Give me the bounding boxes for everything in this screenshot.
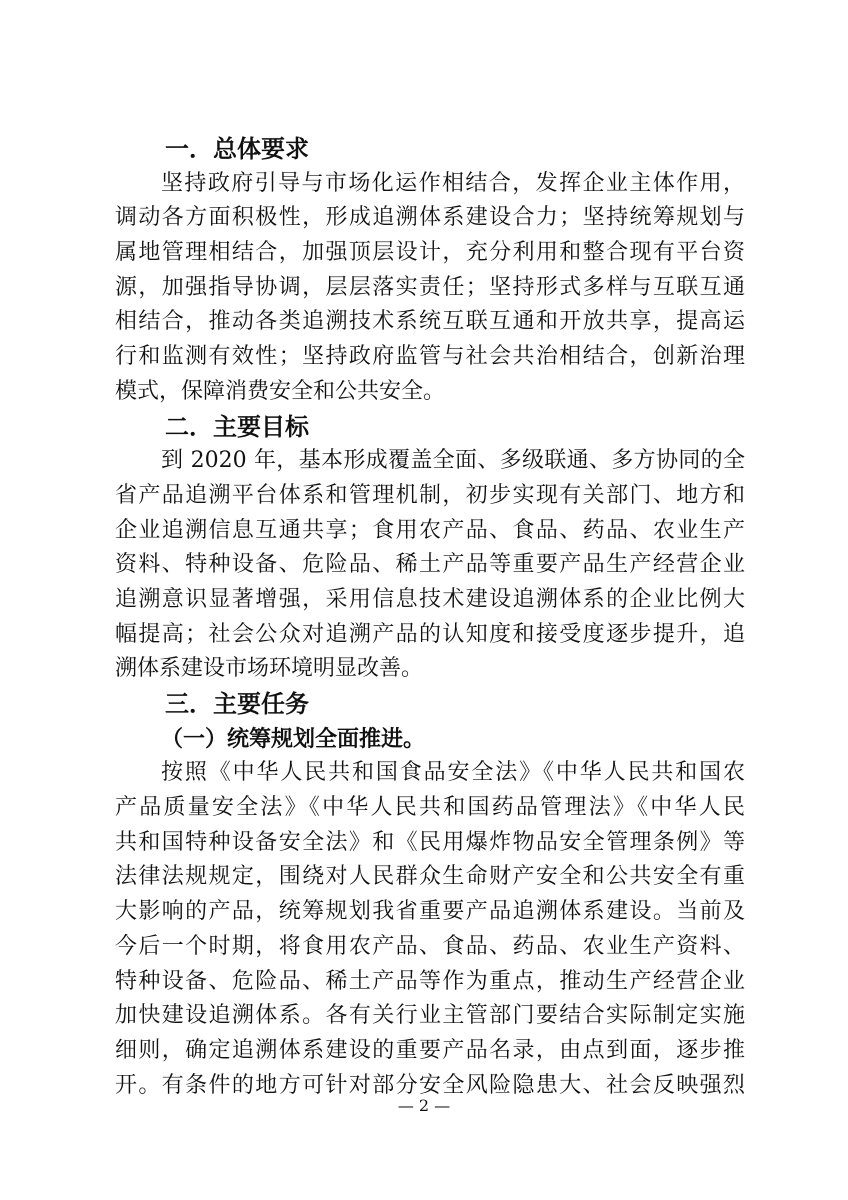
paragraph-line: 细则，确定追溯体系建设的重要产品名录，由点到面，逐步推	[115, 1037, 745, 1063]
paragraph-line: 加快建设追溯体系。各有关行业主管部门要结合实际制定实施	[115, 1003, 745, 1029]
paragraph-line: 大影响的产品，统筹规划我省重要产品追溯体系建设。当前及	[115, 899, 745, 925]
paragraph-line: 到 2020 年，基本形成覆盖全面、多级联通、多方协同的全	[161, 448, 745, 474]
paragraph-line: 企业追溯信息互通共享；食用农产品、食品、药品、农业生产	[115, 517, 745, 543]
paragraph-line: 今后一个时期，将食用农产品、食品、药品、农业生产资料、	[115, 933, 745, 959]
section-heading-main-goals: 二．主要目标	[165, 412, 309, 441]
paragraph-line: 模式，保障消费安全和公共安全。	[115, 378, 446, 404]
subsection-heading: （一）统筹规划全面推进。	[161, 725, 426, 752]
paragraph-line: 溯体系建设市场环境明显改善。	[115, 656, 424, 682]
paragraph-line: 特种设备、危险品、稀土产品等作为重点，推动生产经营企业	[115, 968, 745, 994]
paragraph-line: 相结合，推动各类追溯技术系统互联互通和开放共享，提高运	[115, 309, 745, 335]
paragraph-line: 调动各方面积极性，形成追溯体系建设合力；坚持统筹规划与	[115, 205, 745, 231]
paragraph-line: 坚持政府引导与市场化运作相结合，发挥企业主体作用，	[161, 170, 745, 196]
paragraph-line: 省产品追溯平台体系和管理机制，初步实现有关部门、地方和	[115, 482, 745, 508]
paragraph-line: 属地管理相结合，加强顶层设计，充分利用和整合现有平台资	[115, 240, 745, 266]
document-body	[115, 132, 745, 1103]
paragraph-line: 追溯意识显著增强，采用信息技术建设追溯体系的企业比例大	[115, 586, 745, 612]
paragraph-line: 法律法规规定，围绕对人民群众生命财产安全和公共安全有重	[115, 864, 745, 890]
section-heading-main-tasks: 三．主要任务	[165, 690, 309, 718]
paragraph-line: 产品质量安全法》《中华人民共和国药品管理法》《中华人民	[115, 795, 745, 821]
paragraph-line: 源，加强指导协调，层层落实责任；坚持形式多样与互联互通	[115, 274, 745, 300]
page-number: — 2 —	[397, 1096, 451, 1115]
paragraph-line: 幅提高；社会公众对追溯产品的认知度和接受度逐步提升，追	[115, 621, 745, 647]
paragraph-line: 按照《中华人民共和国食品安全法》《中华人民共和国农	[161, 760, 745, 786]
paragraph-line: 开。有条件的地方可针对部分安全风险隐患大、社会反映强烈	[115, 1072, 745, 1098]
paragraph-line: 共和国特种设备安全法》和《民用爆炸物品安全管理条例》等	[115, 829, 745, 855]
paragraph-line: 资料、特种设备、危险品、稀土产品等重要产品生产经营企业	[115, 552, 745, 578]
section-heading-overall-requirements: 一．总体要求	[165, 135, 309, 163]
paragraph-line: 行和监测有效性；坚持政府监管与社会共治相结合，创新治理	[115, 344, 745, 370]
